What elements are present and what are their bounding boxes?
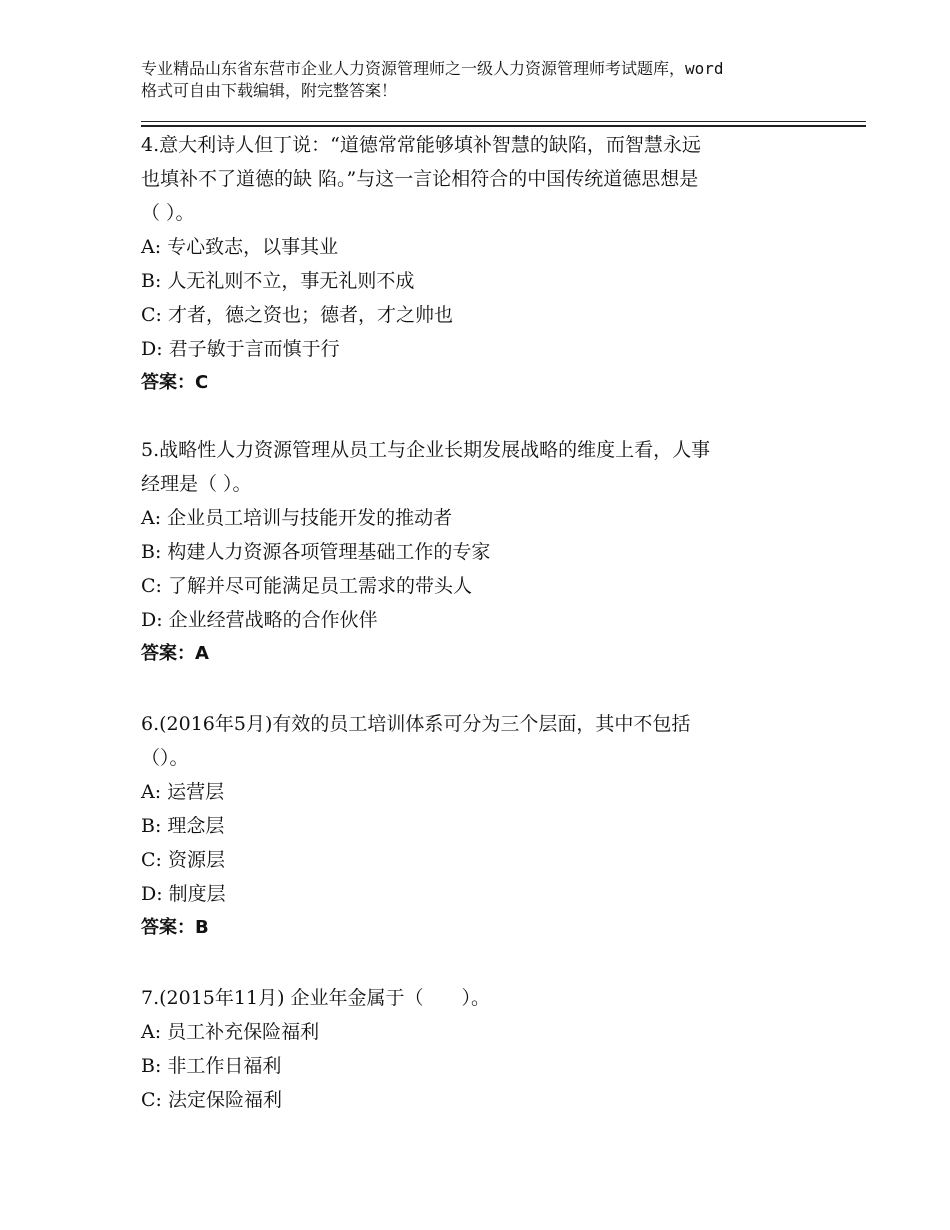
question-stem: 6.(2016年5月)有效的员工培训体系可分为三个层面，其中不包括 <box>141 713 691 735</box>
answer-label: 答案：B <box>141 917 209 938</box>
header-rule-thin <box>141 121 866 122</box>
question-block <box>141 128 841 400</box>
header-line: 格式可自由下载编辑，附完整答案！ <box>141 81 398 100</box>
question-block <box>141 433 841 671</box>
question-block <box>141 981 841 1117</box>
option-c: C: 才者，德之资也；德者，才之帅也 <box>141 304 453 326</box>
question-stem: 经理是（ ）。 <box>141 473 252 495</box>
question-stem: （）。 <box>141 747 189 769</box>
question-stem: 5.战略性人力资源管理从员工与企业长期发展战略的维度上看，人事 <box>141 439 711 461</box>
option-c: C: 法定保险福利 <box>141 1089 282 1111</box>
answer-label: 答案：C <box>141 372 209 393</box>
option-a: A: 运营层 <box>141 781 225 803</box>
header-line: 专业精品山东省东营市企业人力资源管理师之一级人力资源管理师考试题库，word <box>141 59 724 78</box>
option-b: B: 构建人力资源各项管理基础工作的专家 <box>141 541 491 563</box>
answer-label: 答案：A <box>141 643 209 664</box>
option-a: A: 专心致志，以事其业 <box>141 236 339 258</box>
option-d: D: 君子敏于言而慎于行 <box>141 338 340 360</box>
question-stem: （ ）。 <box>141 202 195 224</box>
header-rule-thick <box>141 125 866 127</box>
question-stem: 4.意大利诗人但丁说：“道德常常能够填补智慧的缺陷，而智慧永远 <box>141 134 701 156</box>
option-a: A: 员工补充保险福利 <box>141 1021 320 1043</box>
option-b: B: 非工作日福利 <box>141 1055 282 1077</box>
option-d: D: 制度层 <box>141 883 226 905</box>
document-header <box>141 58 831 102</box>
option-b: B: 理念层 <box>141 815 225 837</box>
question-stem: 也填补不了道德的缺 陷。”与这一言论相符合的中国传统道德思想是 <box>141 168 699 190</box>
option-c: C: 了解并尽可能满足员工需求的带头人 <box>141 575 472 597</box>
question-stem: 7.(2015年11月) 企业年金属于（ ）。 <box>141 987 491 1009</box>
question-block <box>141 707 841 945</box>
option-d: D: 企业经营战略的合作伙伴 <box>141 609 378 631</box>
option-a: A: 企业员工培训与技能开发的推动者 <box>141 507 453 529</box>
option-c: C: 资源层 <box>141 849 225 871</box>
option-b: B: 人无礼则不立，事无礼则不成 <box>141 270 415 292</box>
